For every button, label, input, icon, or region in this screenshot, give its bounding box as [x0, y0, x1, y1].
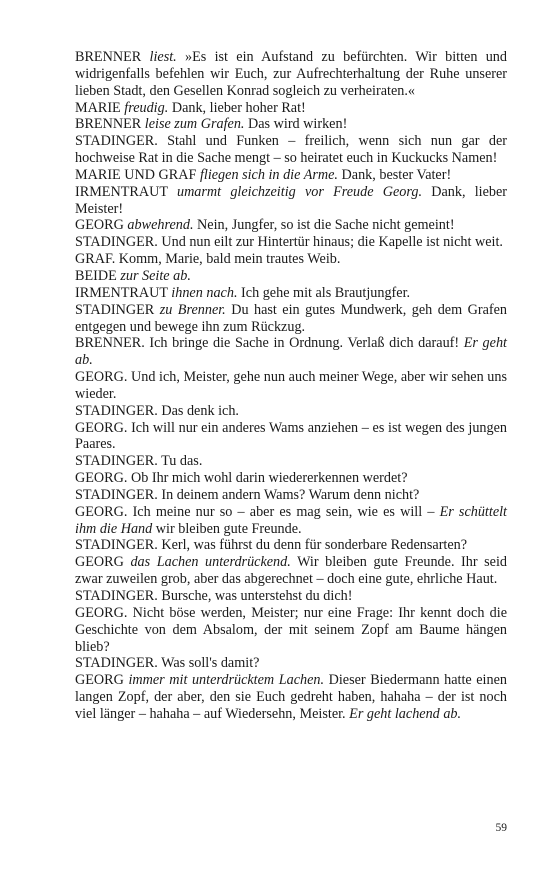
- stage-direction: leise zum Grafen.: [144, 116, 245, 133]
- stage-direction: das Lachen unterdrückend.: [130, 554, 291, 571]
- dialogue-text: GEORG. Ich will nur ein anderes Wams anziehen – es ist wegen des jungen Paares.: [75, 419, 507, 453]
- dialogue-text: GEORG. Nicht böse werden, Meister; nur eine Frage: Ihr kennt doch die Geschichte von dem Absalom, der mit seinem Zopf am Baume hängen blieb?: [75, 604, 507, 655]
- dialogue-text: Ich gehe mit als Brautjungfer.: [237, 284, 411, 301]
- dialogue-text: wir bleiben gute Freunde.: [152, 520, 302, 537]
- dialogue-paragraph: [75, 268, 507, 285]
- dialogue-text: BRENNER: [75, 49, 150, 65]
- dialogue-text: Dank, lieber Meister!: [75, 183, 508, 217]
- dialogue-text: STADINGER. Kerl, was führst du denn für sonderbare Redensarten?: [75, 537, 468, 554]
- stage-direction: immer mit unterdrücktem Lachen.: [128, 672, 325, 689]
- dialogue-paragraph: [75, 655, 507, 672]
- dialogue-paragraph: [75, 100, 507, 117]
- dialogue-text: MARIE UND GRAF: [75, 166, 200, 183]
- dialogue-text: GEORG: [75, 217, 128, 234]
- dialogue-paragraph: [75, 588, 507, 605]
- dialogue-paragraph: [75, 605, 507, 656]
- stage-direction: fliegen sich in die Arme.: [199, 166, 338, 183]
- stage-direction: freudig.: [124, 99, 169, 116]
- stage-direction: umarmt gleichzeitig vor Freude Georg.: [176, 183, 422, 200]
- stage-direction: Er geht lachend ab.: [349, 705, 462, 722]
- dialogue-text: STADINGER. Das denk ich.: [75, 402, 239, 419]
- dialogue-paragraph: [75, 487, 507, 504]
- dialogue-text: MARIE: [75, 99, 125, 116]
- dialogue-text: BRENNER. Ich bringe die Sache in Ordnung. Verlaß dich darauf!: [75, 335, 464, 352]
- dialogue-paragraph: [75, 234, 507, 251]
- dialogue-paragraph: [75, 504, 507, 538]
- dialogue-text: STADINGER. Was soll's damit?: [75, 655, 260, 672]
- dialogue-paragraph: [75, 167, 507, 184]
- dialogue-text: »Es ist ein Aufstand zu befürchten. Wir bitten und widrigenfalls befehlen wir Euch, zur Aufrechterhaltung der Ruhe unserer lieben Stadt, den Gesellen Konrad sogleich zu verheiraten.«: [75, 49, 507, 99]
- page-text: [75, 49, 507, 723]
- dialogue-text: BRENNER: [75, 116, 145, 133]
- dialogue-paragraph: [75, 470, 507, 487]
- dialogue-text: GEORG. Und ich, Meister, gehe nun auch meiner Wege, aber wir sehen uns wieder.: [75, 369, 507, 402]
- dialogue-paragraph: [75, 537, 507, 554]
- stage-direction: zur Seite ab.: [120, 267, 191, 284]
- dialogue-text: GEORG. Ich meine nur so – aber es mag sein, wie es will –: [75, 503, 440, 520]
- dialogue-text: GEORG. Ob Ihr mich wohl darin wiedererkennen werdet?: [75, 470, 408, 487]
- page-number: 59: [495, 822, 507, 834]
- dialogue-text: GEORG: [75, 672, 129, 689]
- dialogue-paragraph: [75, 302, 507, 336]
- dialogue-paragraph: [75, 133, 507, 167]
- dialogue-paragraph: [75, 453, 507, 470]
- dialogue-paragraph: [75, 184, 507, 218]
- dialogue-paragraph: [75, 420, 507, 454]
- dialogue-text: Du hast ein gutes Mundwerk, geh dem Grafen entgegen und bewege ihn zum Rückzug.: [75, 301, 507, 335]
- stage-direction: ihnen nach.: [171, 284, 238, 301]
- stage-direction: zu Brenner.: [159, 301, 226, 318]
- dialogue-text: STADINGER. Stahl und Funken – freilich, wenn sich nun gar der hochweise Rat in die Sache mengt – so heiratet euch in Kuckucks Namen!: [75, 133, 507, 167]
- dialogue-paragraph: [75, 217, 507, 234]
- dialogue-text: Dank, lieber hoher Rat!: [168, 99, 306, 116]
- dialogue-text: Nein, Jungfer, so ist die Sache nicht gemeint!: [193, 217, 455, 234]
- dialogue-paragraph: [75, 369, 507, 403]
- stage-direction: Er geht ab.: [75, 335, 507, 369]
- dialogue-text: Wir bleiben gute Freunde. Ihr seid zwar zuweilen grob, aber das abgerechnet – doch eine gute, ehrliche Haut.: [75, 554, 508, 588]
- dialogue-text: Dieser Biedermann hatte einen langen Zopf, der aber, den sie Euch gedreht haben, hahaha – der ist noch viel länger – hahaha – auf Wiedersehn, Meister.: [75, 672, 507, 722]
- stage-direction: liest.: [149, 49, 177, 65]
- dialogue-paragraph: [75, 251, 507, 268]
- dialogue-paragraph: [75, 285, 507, 302]
- dialogue-text: STADINGER. In deinem andern Wams? Warum denn nicht?: [75, 486, 420, 503]
- dialogue-text: STADINGER: [75, 301, 160, 318]
- dialogue-paragraph: [75, 49, 507, 100]
- dialogue-text: STADINGER. Tu das.: [75, 453, 203, 470]
- dialogue-paragraph: [75, 335, 507, 369]
- dialogue-text: GEORG: [75, 554, 131, 571]
- dialogue-paragraph: [75, 672, 507, 723]
- dialogue-text: GRAF. Komm, Marie, bald mein trautes Weib.: [75, 251, 341, 268]
- dialogue-text: BEIDE: [75, 267, 121, 284]
- dialogue-paragraph: [75, 116, 507, 133]
- dialogue-paragraph: [75, 554, 507, 588]
- dialogue-text: Dank, bester Vater!: [337, 166, 452, 183]
- dialogue-text: IRMENTRAUT: [75, 284, 172, 301]
- dialogue-text: STADINGER. Bursche, was unterstehst du dich!: [75, 588, 353, 604]
- stage-direction: abwehrend.: [127, 217, 194, 234]
- dialogue-text: STADINGER. Und nun eilt zur Hintertür hinaus; die Kapelle ist nicht weit.: [75, 234, 503, 251]
- stage-direction: Er schüttelt ihm die Hand: [75, 503, 507, 537]
- dialogue-text: IRMENTRAUT: [75, 183, 177, 200]
- dialogue-paragraph: [75, 403, 507, 420]
- dialogue-text: Das wird wirken!: [244, 116, 348, 133]
